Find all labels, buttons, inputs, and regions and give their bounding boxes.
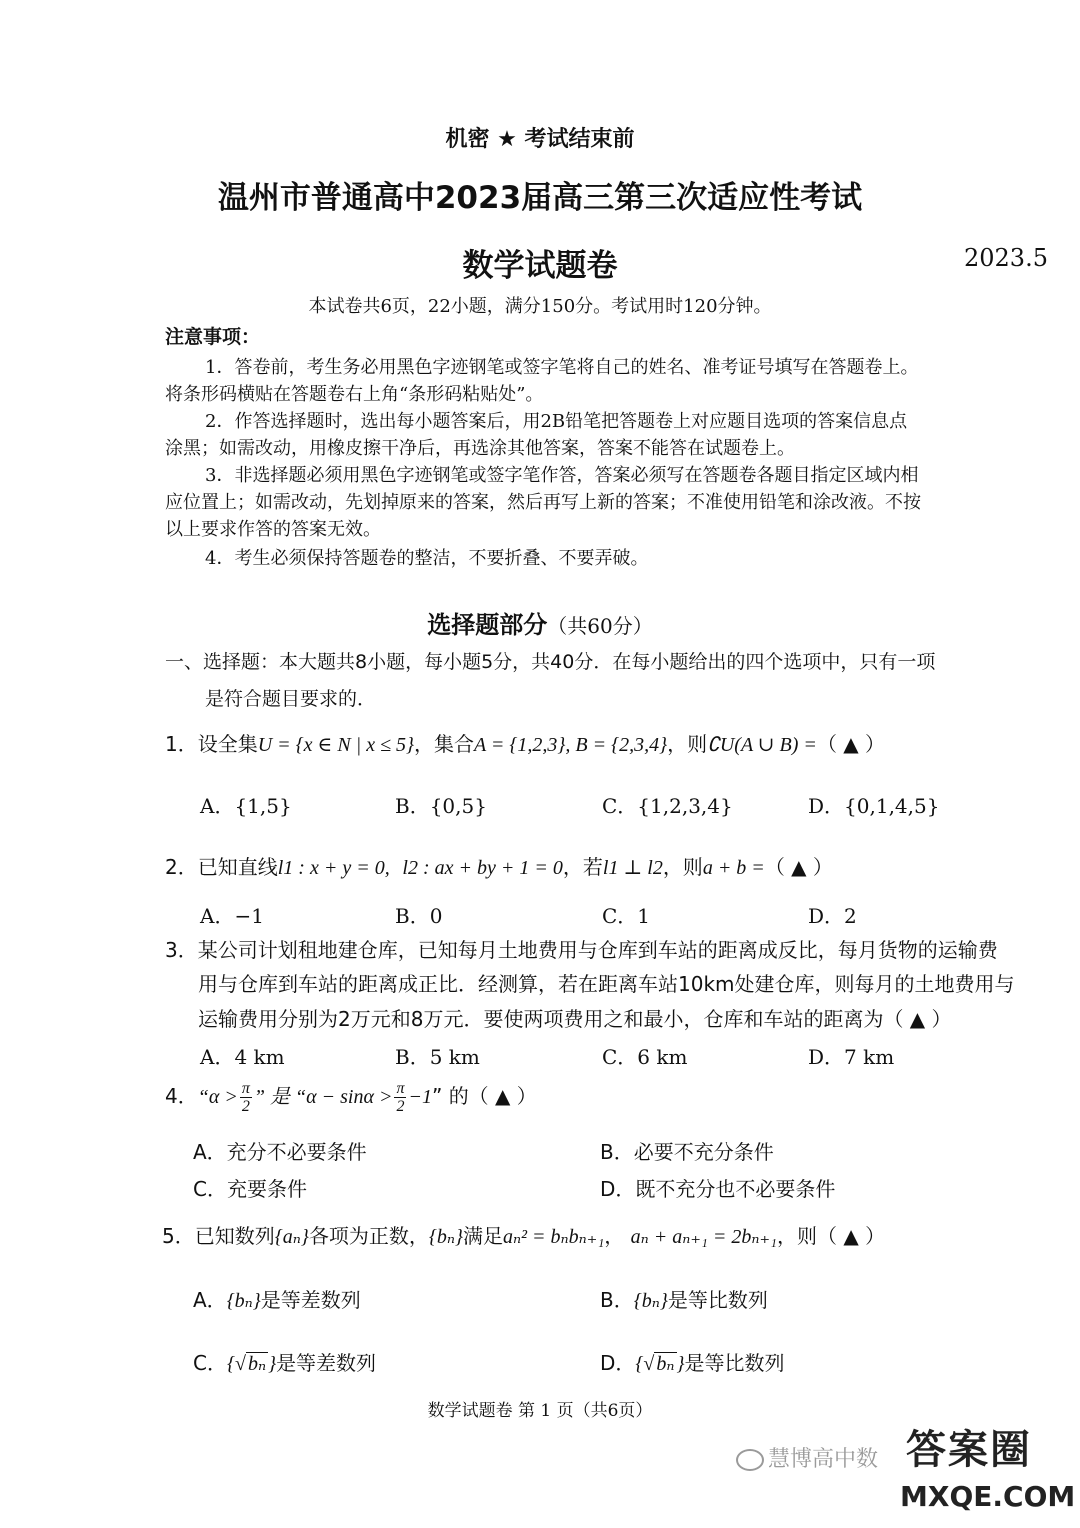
option-text: 是等比数列 [667, 1288, 768, 1312]
q3-option-a: A．4 km [200, 1045, 285, 1069]
fraction-numerator: π [396, 1080, 405, 1097]
q4-option-b: B．必要不充分条件 [600, 1140, 774, 1164]
exam-date: 2023.5 [964, 244, 1048, 272]
notice-line: 4．考生必须保持答题卷的整洁，不要折叠、不要弄破。 [205, 548, 649, 569]
notice-heading: 注意事项： [165, 326, 261, 348]
q2-expr: a + b = [702, 857, 765, 879]
option-sequence: {bₙ} [226, 1290, 261, 1312]
q1-text: ，集合 [414, 732, 475, 756]
q1-expr: ∁U(A ∪ B) = [707, 734, 817, 756]
fraction-denominator: 2 [396, 1098, 405, 1115]
exam-title: 温州市普通高中2023届高三第三次适应性考试 [217, 180, 863, 216]
notice-line: 涂黑；如需改动，用橡皮擦干净后，再选涂其他答案，答案不能答在试题卷上。 [165, 438, 795, 459]
q1-text: ，则 [667, 732, 708, 756]
option-text: 是等比数列 [684, 1351, 785, 1375]
q1-option-d: D．{0,1,4,5} [808, 794, 940, 818]
q2-line-l1: l1 : x + y = 0, [277, 857, 390, 879]
option-label: D． [600, 1351, 636, 1375]
q1-option-b: B．{0,5} [395, 794, 487, 818]
logo-text: 答案圈 [906, 1427, 1032, 1473]
q5-option-a [193, 1284, 361, 1313]
notice-line: 2．作答选择题时，选出每小题答案后，用2B铅笔把答题卷上对应题目选项的答案信息点 [205, 411, 908, 432]
q4-option-d: D．既不充分也不必要条件 [600, 1177, 836, 1201]
paper-info: 本试卷共6页，22小题，满分150分。考试用时120分钟。 [308, 296, 772, 317]
wechat-watermark [736, 1442, 878, 1473]
q5-text: 5．已知数列 [162, 1224, 275, 1248]
q1-option-a: A．{1,5} [200, 794, 292, 818]
q4-minus-one: −1 [408, 1086, 432, 1108]
q2-option-a: A．−1 [200, 904, 264, 928]
section-instruction: 一、选择题：本大题共8小题，每小题5分，共40分．在每小题给出的四个选项中，只有一项 [165, 651, 936, 673]
section-score: （共60分） [547, 614, 653, 638]
section-title: 选择题部分 [427, 611, 548, 639]
fraction-numerator: π [241, 1080, 250, 1097]
option-text: 是等差数列 [260, 1288, 361, 1312]
q3-option-b: B．5 km [395, 1045, 480, 1069]
fraction-denominator: 2 [241, 1098, 250, 1115]
q2-perp: l1 ⊥ l2 [602, 857, 663, 879]
q2-option-c: C．1 [602, 904, 651, 928]
sqrt-radicand: bₙ [656, 1353, 675, 1375]
site-domain: MXQE.COM [900, 1480, 1076, 1513]
site-logo [900, 1418, 1076, 1518]
notice-line: 1．答卷前，考生务必用黑色字迹钢笔或签字笔将自己的姓名、准考证号填写在答题卷上。 [205, 357, 919, 378]
fraction-pi-over-2 [240, 1080, 252, 1115]
notice-line: 以上要求作答的答案无效。 [165, 519, 381, 540]
q1-text: 1．设全集 [165, 732, 258, 756]
q4-condition: “α > [197, 1086, 238, 1108]
paper-subtitle: 数学试题卷 [462, 248, 618, 284]
question-1-stem [165, 728, 885, 757]
q5-seq-a: {aₙ} [274, 1226, 309, 1248]
q2-text: ，则 [662, 855, 703, 879]
wechat-account: 慧博高中数 [768, 1447, 879, 1472]
q3-option-c: C．6 km [602, 1045, 688, 1069]
option-label: A． [193, 1288, 227, 1312]
q5-option-c [193, 1347, 376, 1376]
question-3-line: 用与仓库到车站的距离成正比．经测算，若在距离车站10km处建仓库，则每月的土地费用与 [198, 972, 1015, 996]
q3-option-d: D．7 km [808, 1045, 895, 1069]
q1-option-c: C．{1,2,3,4} [602, 794, 733, 818]
question-3-line: 3．某公司计划租地建仓库，已知每月土地费用与仓库到车站的距离成反比，每月货物的运输费 [165, 938, 998, 962]
question-2-stem [165, 851, 833, 880]
sqrt-sequence: {√ bₙ } [635, 1353, 685, 1375]
sqrt-radicand: bₙ [247, 1353, 267, 1375]
q2-tail: （ ▲ ） [764, 855, 833, 879]
q4-condition: ” 是 “α − sinα > [253, 1086, 393, 1108]
option-label: B． [600, 1288, 634, 1312]
option-text: 是等差数列 [276, 1351, 377, 1375]
q4-option-c: C．充要条件 [193, 1177, 307, 1201]
option-label: C． [193, 1351, 227, 1375]
q5-text: 各项为正数， [308, 1224, 429, 1248]
q2-text: ，若 [562, 855, 603, 879]
q5-relation-2: aₙ + aₙ₊₁ = 2bₙ₊₁ [630, 1226, 777, 1248]
q5-relation-1: aₙ² = bₙbₙ₊₁ [502, 1226, 605, 1248]
q4-number: 4． [165, 1084, 198, 1108]
q2-option-b: B．0 [395, 904, 443, 928]
section-heading [0, 605, 1080, 640]
page-footer: 数学试题卷 第 1 页（共6页） [427, 1401, 653, 1421]
section-instruction: 是符合题目要求的． [205, 688, 377, 710]
q1-set-ab: A = {1,2,3}, B = {2,3,4} [474, 734, 668, 756]
confidential-label: 机密 ★ 考试结束前 [445, 127, 635, 152]
q1-set-u: U = {x ∈ N | x ≤ 5} [257, 734, 415, 756]
question-5-stem: 5．已知数列{aₙ}各项为正数，{bₙ}满足aₙ² = bₙbₙ₊₁， aₙ + aₙ₊₁ = 2bₙ₊₁，则（ ▲ ） [162, 1224, 886, 1248]
q2-text: 2．已知直线 [165, 855, 278, 879]
sqrt-sequence: {√ bₙ } [226, 1353, 277, 1375]
q5-text: 满足 [462, 1224, 503, 1248]
q4-option-a: A．充分不必要条件 [193, 1140, 367, 1164]
q5-tail: ，则（ ▲ ） [776, 1224, 886, 1248]
q5-option-b [600, 1284, 768, 1313]
question-4-stem [165, 1080, 537, 1115]
notice-line: 将条形码横贴在答题卷右上角“条形码粘贴处”。 [165, 384, 544, 405]
q2-option-d: D．2 [808, 904, 857, 928]
q5-seq-b: {bₙ} [428, 1226, 463, 1248]
question-3-line: 运输费用分别为2万元和8万元．要使两项费用之和最小，仓库和车站的距离为（ ▲ ） [198, 1007, 952, 1031]
q2-line-l2: l2 : ax + by + 1 = 0 [402, 857, 563, 879]
notice-line: 应位置上；如需改动，先划掉原来的答案，然后再写上新的答案；不准使用铅笔和涂改液。不按 [165, 492, 921, 513]
wechat-icon [736, 1449, 764, 1471]
option-sequence: {bₙ} [633, 1290, 668, 1312]
q5-option-d [600, 1347, 785, 1376]
fraction-pi-over-2 [394, 1080, 406, 1115]
q4-tail: ” 的（ ▲ ） [431, 1084, 537, 1108]
q1-tail: （ ▲ ） [816, 732, 886, 756]
notice-line: 3．非选择题必须用黑色字迹钢笔或签字笔作答，答案必须写在答题卷各题目指定区域内相 [205, 465, 919, 486]
